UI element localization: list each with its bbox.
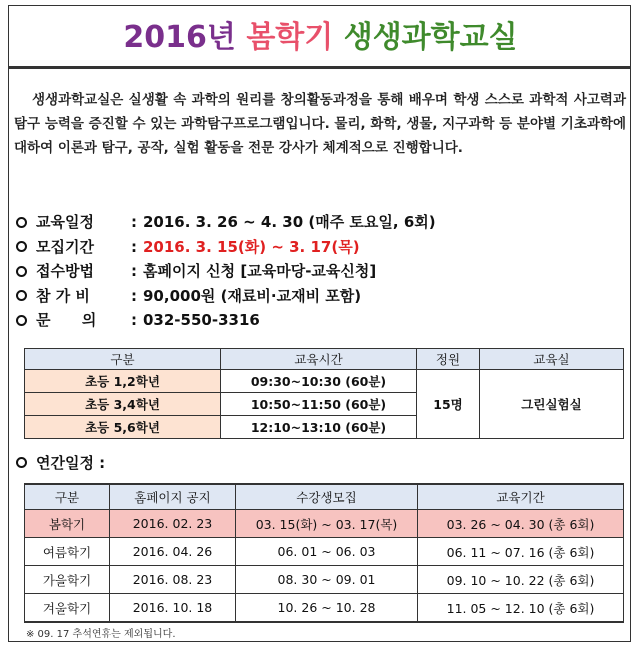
title-term: 봄학기 <box>246 20 334 55</box>
table-row <box>25 370 624 393</box>
intro-paragraph: 생생과학교실은 실생활 속 과학의 원리를 창의활동과정을 통해 배우며 학생 스스로 과학적 사고력과 탐구 능력을 증진할 수 있는 과학탐구프로그램입니다. 물리, 화학, 생물, 지구과학 등 분야별 기초과학에 대하여 이론과 탐구, 공작, 실험 활동을 전문 강사가 체계적으로 진행합니다. <box>14 92 626 156</box>
circle-bullet-icon <box>16 217 27 228</box>
time-cell: 10:50~11:50 (60분) <box>221 393 417 416</box>
title-year: 2016년 <box>123 20 236 55</box>
notice-cell: 2016. 02. 23 <box>110 510 236 538</box>
room-cell: 그린실험실 <box>480 370 624 439</box>
info-item-fee: 참 가 비 : 90,000원 (재료비·교재비 포함) <box>16 284 436 309</box>
circle-bullet-icon <box>16 315 27 326</box>
page-title <box>0 12 641 56</box>
table-row <box>25 566 624 594</box>
annual-schedule-heading <box>16 452 105 473</box>
class-schedule-table <box>24 348 624 439</box>
annual-schedule-table <box>24 483 624 623</box>
info-value: 90,000원 (재료비·교재비 포함) <box>143 286 362 305</box>
grade-cell: 초등 3,4학년 <box>25 393 221 416</box>
time-cell: 09:30~10:30 (60분) <box>221 370 417 393</box>
annual-title: 연간일정 : <box>36 454 106 472</box>
capacity-cell: 15명 <box>417 370 480 439</box>
period-cell: 06. 11 ~ 07. 16 (총 6회) <box>418 538 624 566</box>
info-label: 참 가 비 <box>36 286 90 305</box>
recruit-cell: 03. 15(화) ~ 03. 17(목) <box>236 510 418 538</box>
circle-bullet-icon <box>16 241 27 252</box>
notice-cell: 2016. 10. 18 <box>110 594 236 623</box>
table-header-row <box>25 484 624 510</box>
title-divider <box>8 66 631 69</box>
table-header: 교육시간 <box>221 349 417 370</box>
term-cell: 겨울학기 <box>25 594 110 623</box>
info-item-contact: 문 의 : 032-550-3316 <box>16 308 436 333</box>
info-list <box>16 210 436 333</box>
table-header: 수강생모집 <box>236 484 418 510</box>
table-row <box>25 538 624 566</box>
table-header: 구분 <box>25 349 221 370</box>
table-row <box>25 510 624 538</box>
term-cell: 여름학기 <box>25 538 110 566</box>
title-program: 생생과학교실 <box>343 20 518 55</box>
period-cell: 09. 10 ~ 10. 22 (총 6회) <box>418 566 624 594</box>
period-cell: 11. 05 ~ 12. 10 (총 6회) <box>418 594 624 623</box>
table-header: 홈페이지 공지 <box>110 484 236 510</box>
table-header: 교육실 <box>480 349 624 370</box>
info-value: 2016. 3. 15(화) ~ 3. 17(목) <box>143 237 360 256</box>
table-header: 교육기간 <box>418 484 624 510</box>
info-item-apply: 접수방법 : 홈페이지 신청 [교육마당-교육신청] <box>16 259 436 284</box>
info-label: 접수방법 <box>36 262 94 280</box>
info-label: 모집기간 <box>36 237 94 256</box>
notice-cell: 2016. 04. 26 <box>110 538 236 566</box>
term-cell: 봄학기 <box>25 510 110 538</box>
table-header: 구분 <box>25 484 110 510</box>
grade-cell: 초등 1,2학년 <box>25 370 221 393</box>
info-item-recruit: 모집기간 : 2016. 3. 15(화) ~ 3. 17(목) <box>16 235 436 260</box>
grade-cell: 초등 5,6학년 <box>25 416 221 439</box>
info-label: 문 의 <box>36 311 97 329</box>
circle-bullet-icon <box>16 266 27 277</box>
period-cell: 03. 26 ~ 04. 30 (총 6회) <box>418 510 624 538</box>
circle-bullet-icon <box>16 290 27 301</box>
term-cell: 가을학기 <box>25 566 110 594</box>
footnote: ※ 09. 17 추석연휴는 제외됩니다. <box>26 629 176 640</box>
table-row <box>25 594 624 623</box>
recruit-cell: 06. 01 ~ 06. 03 <box>236 538 418 566</box>
info-value: 홈페이지 신청 [교육마당-교육신청] <box>143 262 377 280</box>
info-value: 032-550-3316 <box>143 311 260 329</box>
table-header: 정원 <box>417 349 480 370</box>
circle-bullet-icon <box>16 457 27 468</box>
info-item-schedule: 교육일정 : 2016. 3. 26 ~ 4. 30 (매주 토요일, 6회) <box>16 210 436 235</box>
table-header-row <box>25 349 624 370</box>
notice-cell: 2016. 08. 23 <box>110 566 236 594</box>
recruit-cell: 10. 26 ~ 10. 28 <box>236 594 418 623</box>
info-label: 교육일정 <box>36 213 94 231</box>
info-value: 2016. 3. 26 ~ 4. 30 (매주 토요일, 6회) <box>143 213 436 231</box>
time-cell: 12:10~13:10 (60분) <box>221 416 417 439</box>
recruit-cell: 08. 30 ~ 09. 01 <box>236 566 418 594</box>
